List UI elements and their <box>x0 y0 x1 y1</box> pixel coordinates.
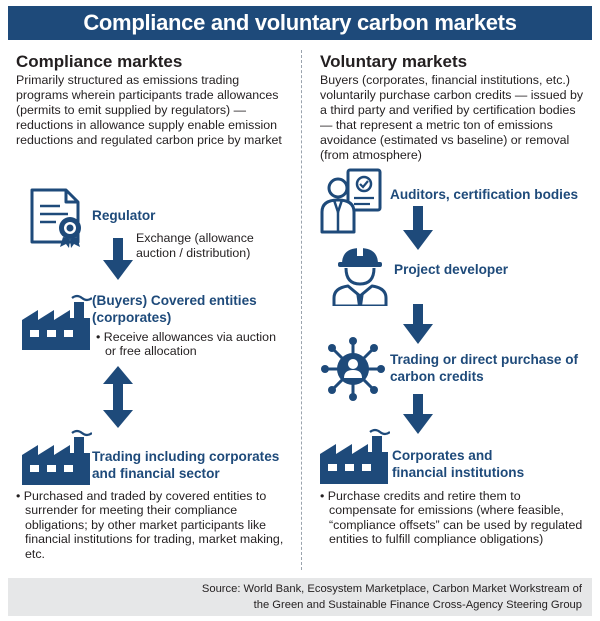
regulator-label: Regulator <box>92 208 156 223</box>
arrow-down-icon <box>403 394 433 434</box>
arrow-down-icon <box>103 238 133 280</box>
engineer-icon <box>330 244 390 306</box>
compliance-intro: Primarily structured as emissions trading programs wherein participants trade allowances (permits to emit supplied by regulators) — reductions in allowance supply enable emission reductions and regulated carbon price by market <box>16 73 282 147</box>
column-divider <box>301 50 302 570</box>
factory-icon <box>318 424 390 486</box>
auditor-icon <box>318 168 384 234</box>
compliance-heading: Compliance marktes <box>16 52 183 71</box>
exchange-note: Exchange (allowance auction / distribution) <box>136 231 254 260</box>
trading-corporates-label: Trading including corporates and financial sector <box>92 449 280 481</box>
corporates-institutions-bullet: • Purchase credits and retire them to compensate for emissions (where feasible, “compliance offsets” can be used by regulated entities to fulfill compliance obligations) <box>320 489 583 547</box>
project-developer-label: Project developer <box>394 262 509 277</box>
covered-entities-bullet: • Receive allowances via auction or free allocation <box>96 330 276 359</box>
auditors-label: Auditors, certification bodies <box>390 187 579 202</box>
double-arrow-icon <box>103 366 133 428</box>
network-person-icon <box>320 336 386 402</box>
source-footer <box>8 578 592 616</box>
trading-corporates-bullet: • Purchased and traded by covered entities to surrender for meeting their compliance obligations; by other market participants like financial institutions for trading, market making, etc. <box>16 489 284 561</box>
page-title: Compliance and voluntary carbon markets <box>8 6 592 40</box>
covered-entities-label: (Buyers) Covered entities (corporates) <box>92 293 257 325</box>
factory-icon <box>20 290 92 352</box>
trading-credits-label: Trading or direct purchase of carbon credits <box>390 352 579 384</box>
arrow-down-icon <box>403 206 433 250</box>
factory-icon <box>20 425 92 487</box>
voluntary-heading: Voluntary markets <box>320 52 468 71</box>
arrow-down-icon <box>403 304 433 344</box>
source-line-2: the Green and Sustainable Finance Cross-Agency Steering Group <box>253 599 582 611</box>
corporates-institutions-label: Corporates and financial institutions <box>392 448 525 480</box>
voluntary-intro: Buyers (corporates, financial institutions, etc.) voluntarily purchase carbon credits — issued by a third party and verified by certification bodies — that represent a metric ton of emissions avoidance (estimated vs baseline) or removal (from atmosphere) <box>320 73 584 162</box>
certificate-icon <box>26 186 90 248</box>
source-line-1: Source: World Bank, Ecosystem Marketplace, Carbon Market Workstream of <box>201 583 582 595</box>
